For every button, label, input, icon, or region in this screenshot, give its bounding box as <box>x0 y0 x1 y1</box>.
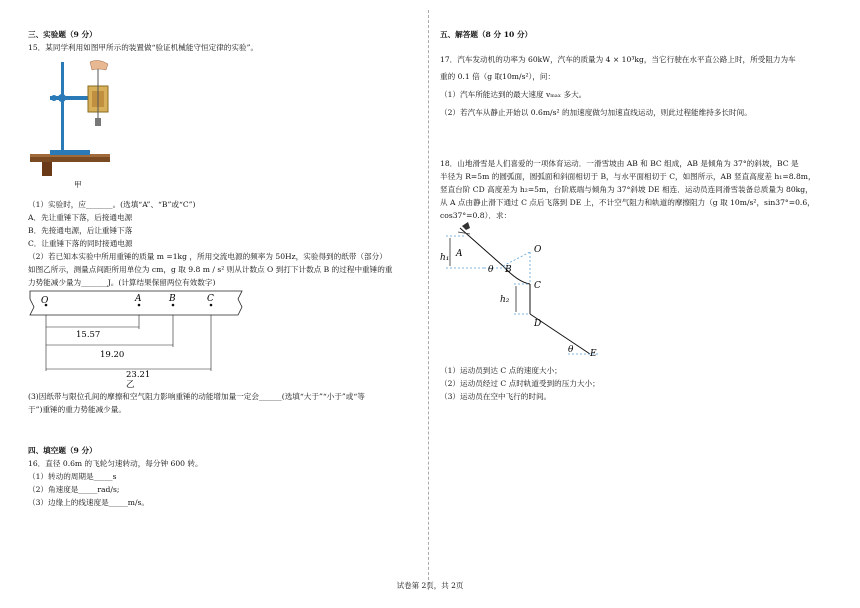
q17-part1: （1）汽车所能达到的最大速度 vₘₐₓ 多大。 <box>440 90 587 99</box>
q16-part2: （2）角速度是_____rad/s; <box>28 485 120 494</box>
q17-line2: 重的 0.1 倍（g 取10m/s²），问： <box>440 72 556 81</box>
q15-part2-line3: 力势能减少量为_______J。(计算结果保留两位有效数字) <box>28 278 216 287</box>
theta1-label: θ <box>488 265 494 275</box>
q15-part3-line1: (3)因纸带与限位孔间的摩擦和空气阻力影响重锤的动能增加量一定会______(选填“大于”“小于”或“等 <box>28 392 365 401</box>
right-column <box>440 0 840 590</box>
q18-line5: cos37°=0.8）．求： <box>440 211 512 220</box>
h2-label: h₂ <box>500 295 510 305</box>
section3-title: 三、实验题（9 分） <box>28 30 97 39</box>
tape-distance-oc: 23.21 <box>126 370 151 380</box>
q16-part3: （3）边缘上的线速度是_____m/s。 <box>28 498 150 507</box>
q17-part2: （2）若汽车从静止开始以 0.6m/s² 的加速度做匀加速直线运动，则此过程能维持多长时间。 <box>440 108 752 117</box>
tape-point-a: A <box>135 294 142 304</box>
q16-stem: 16．直径 0.6m 的飞轮匀速转动，每分钟 600 转。 <box>28 459 203 468</box>
tape-distance-oa: 15.57 <box>76 330 101 340</box>
q16-part1: （1）转动的周期是_____s <box>28 472 117 481</box>
figure-yi-tape <box>28 289 243 389</box>
h1-label: h₁ <box>440 253 450 263</box>
q17-line1: 17．汽车发动机的功率为 60kW，汽车的质量为 4 × 10³kg，当它行驶在水平直公路上时，所受阻力为车 <box>440 55 796 64</box>
point-o-label: O <box>534 245 542 255</box>
q18-part3: （3）运动员在空中飞行的时间。 <box>440 392 552 401</box>
section4-title: 四、填空题（9 分） <box>28 446 97 455</box>
q18-line2: 半径为 R=5m 的圆弧面，圆弧面和斜面相切于 B，与水平面相切于 C，如图所示，AB 竖直高度差 h₁=8.8m， <box>440 172 816 181</box>
q18-line3: 竖直台阶 CD 高度差为 h₂=5m，台阶底端与倾角为 37°斜坡 DE 相连．运动员连同滑雪装备总质量为 80kg， <box>440 185 813 194</box>
point-c-label: C <box>534 281 541 291</box>
tape-distance-ob: 19.20 <box>100 350 125 360</box>
point-a-label: A <box>456 249 463 259</box>
figure-jia-apparatus <box>28 58 128 196</box>
tape-point-o: O <box>41 296 49 306</box>
q18-line4: 从 A 点由静止滑下通过 C 点后飞落到 DE 上，不计空气阻力和轨道的摩擦阻力（g 取 10m/s²，sin37°=0.6， <box>440 198 815 207</box>
point-d-label: D <box>534 319 542 329</box>
tape-point-c: C <box>207 294 214 304</box>
theta2-label: θ <box>568 345 574 355</box>
q18-part2: （2）运动员经过 C 点时轨道受到的压力大小； <box>440 379 600 388</box>
figure-yi-label: 乙 <box>126 380 135 389</box>
tape-point-b: B <box>169 294 176 304</box>
q15-part3-line2: 于”)重锤的重力势能减少量。 <box>28 405 126 414</box>
option-b: B．先接通电源，后让重锤下落 <box>28 226 133 235</box>
figure-ski-slope <box>440 222 610 362</box>
point-e-label: E <box>590 349 597 359</box>
q15-stem: 15．某同学利用如图甲所示的装置做“验证机械能守恒定律的实验”。 <box>28 43 259 52</box>
left-column <box>28 0 418 590</box>
q18-line1: 18．山地滑雪是人们喜爱的一项体育运动．一滑雪坡由 AB 和 BC 组成，AB 是倾角为 37°的斜坡，BC 是 <box>440 159 799 168</box>
option-c: C．让重锤下落的同时接通电源 <box>28 239 133 248</box>
option-a: A．先让重锤下落，后接通电源 <box>28 213 133 222</box>
section5-title: 五、解答题（8 分 10 分） <box>440 30 533 39</box>
figure-jia-label: 甲 <box>74 180 82 189</box>
page-footer: 试卷第 2页，共 2页 <box>396 581 464 590</box>
q15-part1: （1）实验时，应_______。(选填“A”、“B”或“C”) <box>28 200 196 209</box>
q15-part2-line1: （2）若已知本实验中所用重锤的质量 m =1kg ，所用交流电源的频率为 50Hz，实验得到的纸带（部分） <box>28 252 387 261</box>
column-divider <box>428 10 429 590</box>
point-b-label: B <box>505 265 512 275</box>
q15-part2-line2: 如图乙所示，测量点间距所用单位为 cm，g 取 9.8 m / s² 则从计数点 O 到打下计数点 B 的过程中重锤的重 <box>28 265 393 274</box>
q18-part1: （1）运动员到达 C 点的速度大小； <box>440 366 562 375</box>
